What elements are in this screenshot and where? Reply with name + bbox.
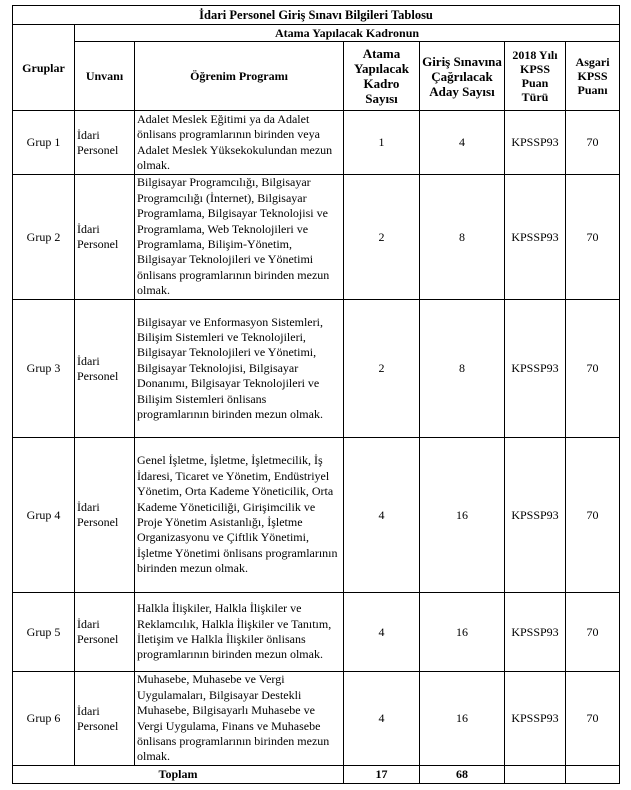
program-cell: Adalet Meslek Eğitimi ya da Adalet önlisans programlarının birinden veya Adalet Meslek Yüksekokulundan mezun olmak. xyxy=(135,111,344,175)
asgari-cell: 70 xyxy=(566,175,620,300)
table-title: İdari Personel Giriş Sınavı Bilgileri Tablosu xyxy=(13,6,620,25)
unvan-cell: İdari Personel xyxy=(75,111,135,175)
program-cell: Genel İşletme, İşletme, İşletmecilik, İş İdaresi, Ticaret ve Yönetim, Endüstriyel Yönetim, Orta Kademe Yöneticilik, Orta Kademe Yöneticiliği, Girişimcilik ve Proje Yönetim Asistanlığı, İşletme Organizasyonu ve Çiftlik Yönetimi, İşletme Yönetimi önlisans programlarının birinden mezun olmak. xyxy=(135,438,344,593)
puan-turu-cell: KPSSP93 xyxy=(505,438,566,593)
group-cell: Grup 3 xyxy=(13,300,75,438)
asgari-cell: 70 xyxy=(566,438,620,593)
table-row xyxy=(13,438,620,593)
header-unvani: Unvanı xyxy=(75,42,135,111)
header-aday-sayisi: Giriş Sınavına Çağrılacak Aday Sayısı xyxy=(420,42,505,111)
table-row xyxy=(13,300,620,438)
unvan-cell: İdari Personel xyxy=(75,300,135,438)
table-row xyxy=(13,593,620,672)
asgari-cell: 70 xyxy=(566,300,620,438)
asgari-cell: 70 xyxy=(566,672,620,766)
aday-cell: 8 xyxy=(420,300,505,438)
program-cell: Bilgisayar Programcılığı, Bilgisayar Programcılığı (İnternet), Bilgisayar Programlama, Bilgisayar Teknolojisi ve Programlama, Web Teknolojileri ve Programlama, Bilişim-Yönetim, Bilgisayar Teknolojileri ve Yönetimi önlisans programlarının birinden mezun olmak. xyxy=(135,175,344,300)
unvan-cell: İdari Personel xyxy=(75,672,135,766)
kadro-cell: 4 xyxy=(344,438,420,593)
puan-turu-cell: KPSSP93 xyxy=(505,300,566,438)
kadro-cell: 1 xyxy=(344,111,420,175)
puan-turu-cell: KPSSP93 xyxy=(505,111,566,175)
program-cell: Bilgisayar ve Enformasyon Sistemleri, Bilişim Sistemleri ve Teknolojileri, Bilgisayar Teknolojileri ve Yönetimi, Bilgisayar Teknolojisi, Bilgisayar Donanımı, Bilgisayar Teknolojileri ve Bilişim Sistemleri önlisans programlarının birinden mezun olmak. xyxy=(135,300,344,438)
aday-cell: 16 xyxy=(420,593,505,672)
program-cell: Halkla İlişkiler, Halkla İlişkiler ve Reklamcılık, Halkla İlişkiler ve Tanıtım, İletişim ve Halkla İlişkiler önlisans programlarının birinden mezun olmak. xyxy=(135,593,344,672)
kadro-cell: 2 xyxy=(344,175,420,300)
asgari-cell: 70 xyxy=(566,593,620,672)
puan-turu-cell: KPSSP93 xyxy=(505,672,566,766)
unvan-cell: İdari Personel xyxy=(75,175,135,300)
header-kpss-puan-turu: 2018 Yılı KPSS Puan Türü xyxy=(505,42,566,111)
group-cell: Grup 2 xyxy=(13,175,75,300)
asgari-cell: 70 xyxy=(566,111,620,175)
aday-cell: 8 xyxy=(420,175,505,300)
kadro-cell: 4 xyxy=(344,593,420,672)
puan-turu-cell: KPSSP93 xyxy=(505,175,566,300)
total-kadro: 17 xyxy=(344,766,420,784)
total-empty-2 xyxy=(566,766,620,784)
kadro-cell: 2 xyxy=(344,300,420,438)
puan-turu-cell: KPSSP93 xyxy=(505,593,566,672)
table-row xyxy=(13,175,620,300)
aday-cell: 16 xyxy=(420,438,505,593)
unvan-cell: İdari Personel xyxy=(75,438,135,593)
header-atama-group: Atama Yapılacak Kadronun xyxy=(75,25,620,42)
group-cell: Grup 5 xyxy=(13,593,75,672)
header-asgari-kpss-puani: Asgari KPSS Puanı xyxy=(566,42,620,111)
total-aday: 68 xyxy=(420,766,505,784)
group-cell: Grup 6 xyxy=(13,672,75,766)
header-ogrenim-programi: Öğrenim Programı xyxy=(135,42,344,111)
kadro-cell: 4 xyxy=(344,672,420,766)
total-row xyxy=(13,766,620,784)
table-row xyxy=(13,672,620,766)
aday-cell: 4 xyxy=(420,111,505,175)
exam-info-table xyxy=(12,5,620,784)
total-empty-1 xyxy=(505,766,566,784)
unvan-cell: İdari Personel xyxy=(75,593,135,672)
program-cell: Muhasebe, Muhasebe ve Vergi Uygulamaları, Bilgisayar Destekli Muhasebe, Bilgisayarlı Muhasebe ve Vergi Uygulama, Finans ve Muhasebe önlisans programlarının birinden mezun olmak. xyxy=(135,672,344,766)
header-gruplar: Gruplar xyxy=(13,25,75,111)
group-cell: Grup 4 xyxy=(13,438,75,593)
group-cell: Grup 1 xyxy=(13,111,75,175)
header-kadro-sayisi: Atama Yapılacak Kadro Sayısı xyxy=(344,42,420,111)
total-label: Toplam xyxy=(13,766,344,784)
aday-cell: 16 xyxy=(420,672,505,766)
table-row xyxy=(13,111,620,175)
